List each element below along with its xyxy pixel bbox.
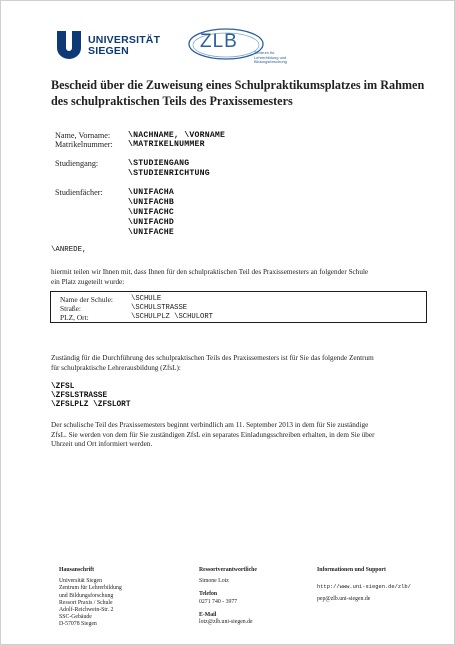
matrikel-label: Matrikelnummer: <box>55 140 113 149</box>
school-name-label: Name der Schule: <box>60 295 113 304</box>
salutation: \ANREDE, <box>51 246 87 254</box>
university-logo-text <box>88 35 160 57</box>
title-line-1: Bescheid über die Zuweisung eines Schulpraktikumsplatzes im Rahmen <box>51 78 425 92</box>
footer-address-line: Ressort Praxis / Schule <box>59 599 113 606</box>
school-street-value: \SCHULSTRASSE <box>131 304 188 312</box>
zfsl-intro-line-2: für schulpraktische Lehrerausbildung (ZfsL): <box>51 363 181 372</box>
intro-paragraph <box>51 268 436 287</box>
footer-phone-value: 0271 740 - 3977 <box>199 598 238 605</box>
studiengang-label: Studiengang: <box>55 159 99 168</box>
zfsl-city: \ZFSLPLZ \ZFSLORT <box>51 401 131 410</box>
footer-info-heading: Informationen und Support <box>317 567 386 573</box>
intro-line-1: hiermit teilen wir Ihnen mit, dass Ihnen für den schulpraktischen Teil des Praxissemesters an folgender Schule <box>51 268 369 276</box>
footer-contact-heading: Ressortverantwortliche <box>199 567 257 573</box>
studienfach-b: \UNIFACHB <box>128 198 175 207</box>
university-siegen-logo <box>54 29 164 61</box>
footer-email-link[interactable]: lotz@zlb.uni-siegen.de <box>199 619 253 626</box>
footer-address-heading: Hausanschrift <box>59 567 95 573</box>
name-value: \NACHNAME, \VORNAME <box>128 131 226 140</box>
title-line-2: des schulpraktischen Teils des Praxissemesters <box>51 94 293 108</box>
studiengang-value: \STUDIENGANG <box>128 159 190 168</box>
footer-email-heading: E-Mail <box>199 611 217 618</box>
footer-info-url-link[interactable]: http://www.uni-siegen.de/zlb/ <box>317 584 411 591</box>
studienfach-d: \UNIFACHD <box>128 218 175 227</box>
studienrichtung-value: \STUDIENRICHTUNG <box>128 169 210 178</box>
start-notice-paragraph <box>51 421 436 450</box>
zfsl-name: \ZFSL <box>51 383 75 391</box>
zlb-tagline-1: Zentrum für <box>254 50 275 55</box>
studienfaecher-label: Studienfächer: <box>55 188 103 197</box>
school-city-value: \SCHULPLZ \SCHULORT <box>131 313 213 321</box>
footer-address-column <box>59 567 122 629</box>
zlb-logo-abbreviation: ZLB <box>200 31 238 52</box>
notice-line-2: ZfsL. Sie werden von dem für Sie zuständigen ZfsL ein separates Einladungsschreiben erhalten, in dem Sie über <box>51 430 375 439</box>
school-street-label: Straße: <box>60 304 81 313</box>
zlb-tagline-2: Lehrerbildung und <box>254 54 287 60</box>
zfsl-address <box>51 383 436 411</box>
zlb-tagline-3: Bildungsforschung <box>254 59 287 65</box>
zfsl-intro-line-1: Zuständig für die Durchführung des schulpraktischen Teils des Praxissemesters ist für Sie das folgende Zentrum <box>51 354 374 362</box>
zfsl-intro-paragraph <box>51 354 436 373</box>
university-logo-line2: SIEGEN <box>88 45 129 57</box>
footer-contact-name: Simone Lotz <box>199 578 229 585</box>
studienfach-c: \UNIFACHC <box>128 208 175 217</box>
school-city-label: PLZ, Ort: <box>60 313 89 322</box>
school-info-box <box>50 291 427 323</box>
footer-address-line: Zentrum für Lehrerbildung <box>59 585 122 592</box>
studienfach-a: \UNIFACHA <box>128 188 175 197</box>
footer-phone-heading: Telefon <box>199 591 218 598</box>
footer-address-line: D-57078 Siegen <box>59 621 97 628</box>
name-label: Name, Vorname: <box>55 131 111 140</box>
zfsl-street: \ZFSLSTRASSE <box>51 392 108 401</box>
footer-address-line: Universität Siegen <box>59 578 102 585</box>
document-title <box>51 77 431 109</box>
footer-address-line: SSC-Gebäude <box>59 614 92 621</box>
school-name-value: \SCHULE <box>131 295 162 303</box>
university-logo-line1: UNIVERSITÄT <box>88 34 161 46</box>
notice-line-3: Uhrzeit und Ort informiert werden. <box>51 440 153 449</box>
footer-address-line: und Bildungsforschung <box>59 592 114 599</box>
matrikel-value: \MATRIKELNUMMER <box>128 140 205 149</box>
notice-line-1: Der schulische Teil des Praxissemesters beginnt verbindlich am 11. September 2013 in dem für Sie zuständige <box>51 421 369 429</box>
footer-support-email-link[interactable]: pep@zlb.uni-siegen.de <box>317 596 371 603</box>
footer-address-line: Adolf-Reichwein-Str. 2 <box>59 607 114 614</box>
university-logo-mark-icon <box>54 29 84 59</box>
zlb-logo-tagline <box>254 51 304 65</box>
footer-contact-column <box>199 567 257 626</box>
intro-line-2: ein Platz zugeteilt wurde: <box>51 277 125 286</box>
footer-info-column <box>317 567 411 604</box>
zlb-logo <box>186 25 301 67</box>
studienfach-e: \UNIFACHE <box>128 228 175 237</box>
